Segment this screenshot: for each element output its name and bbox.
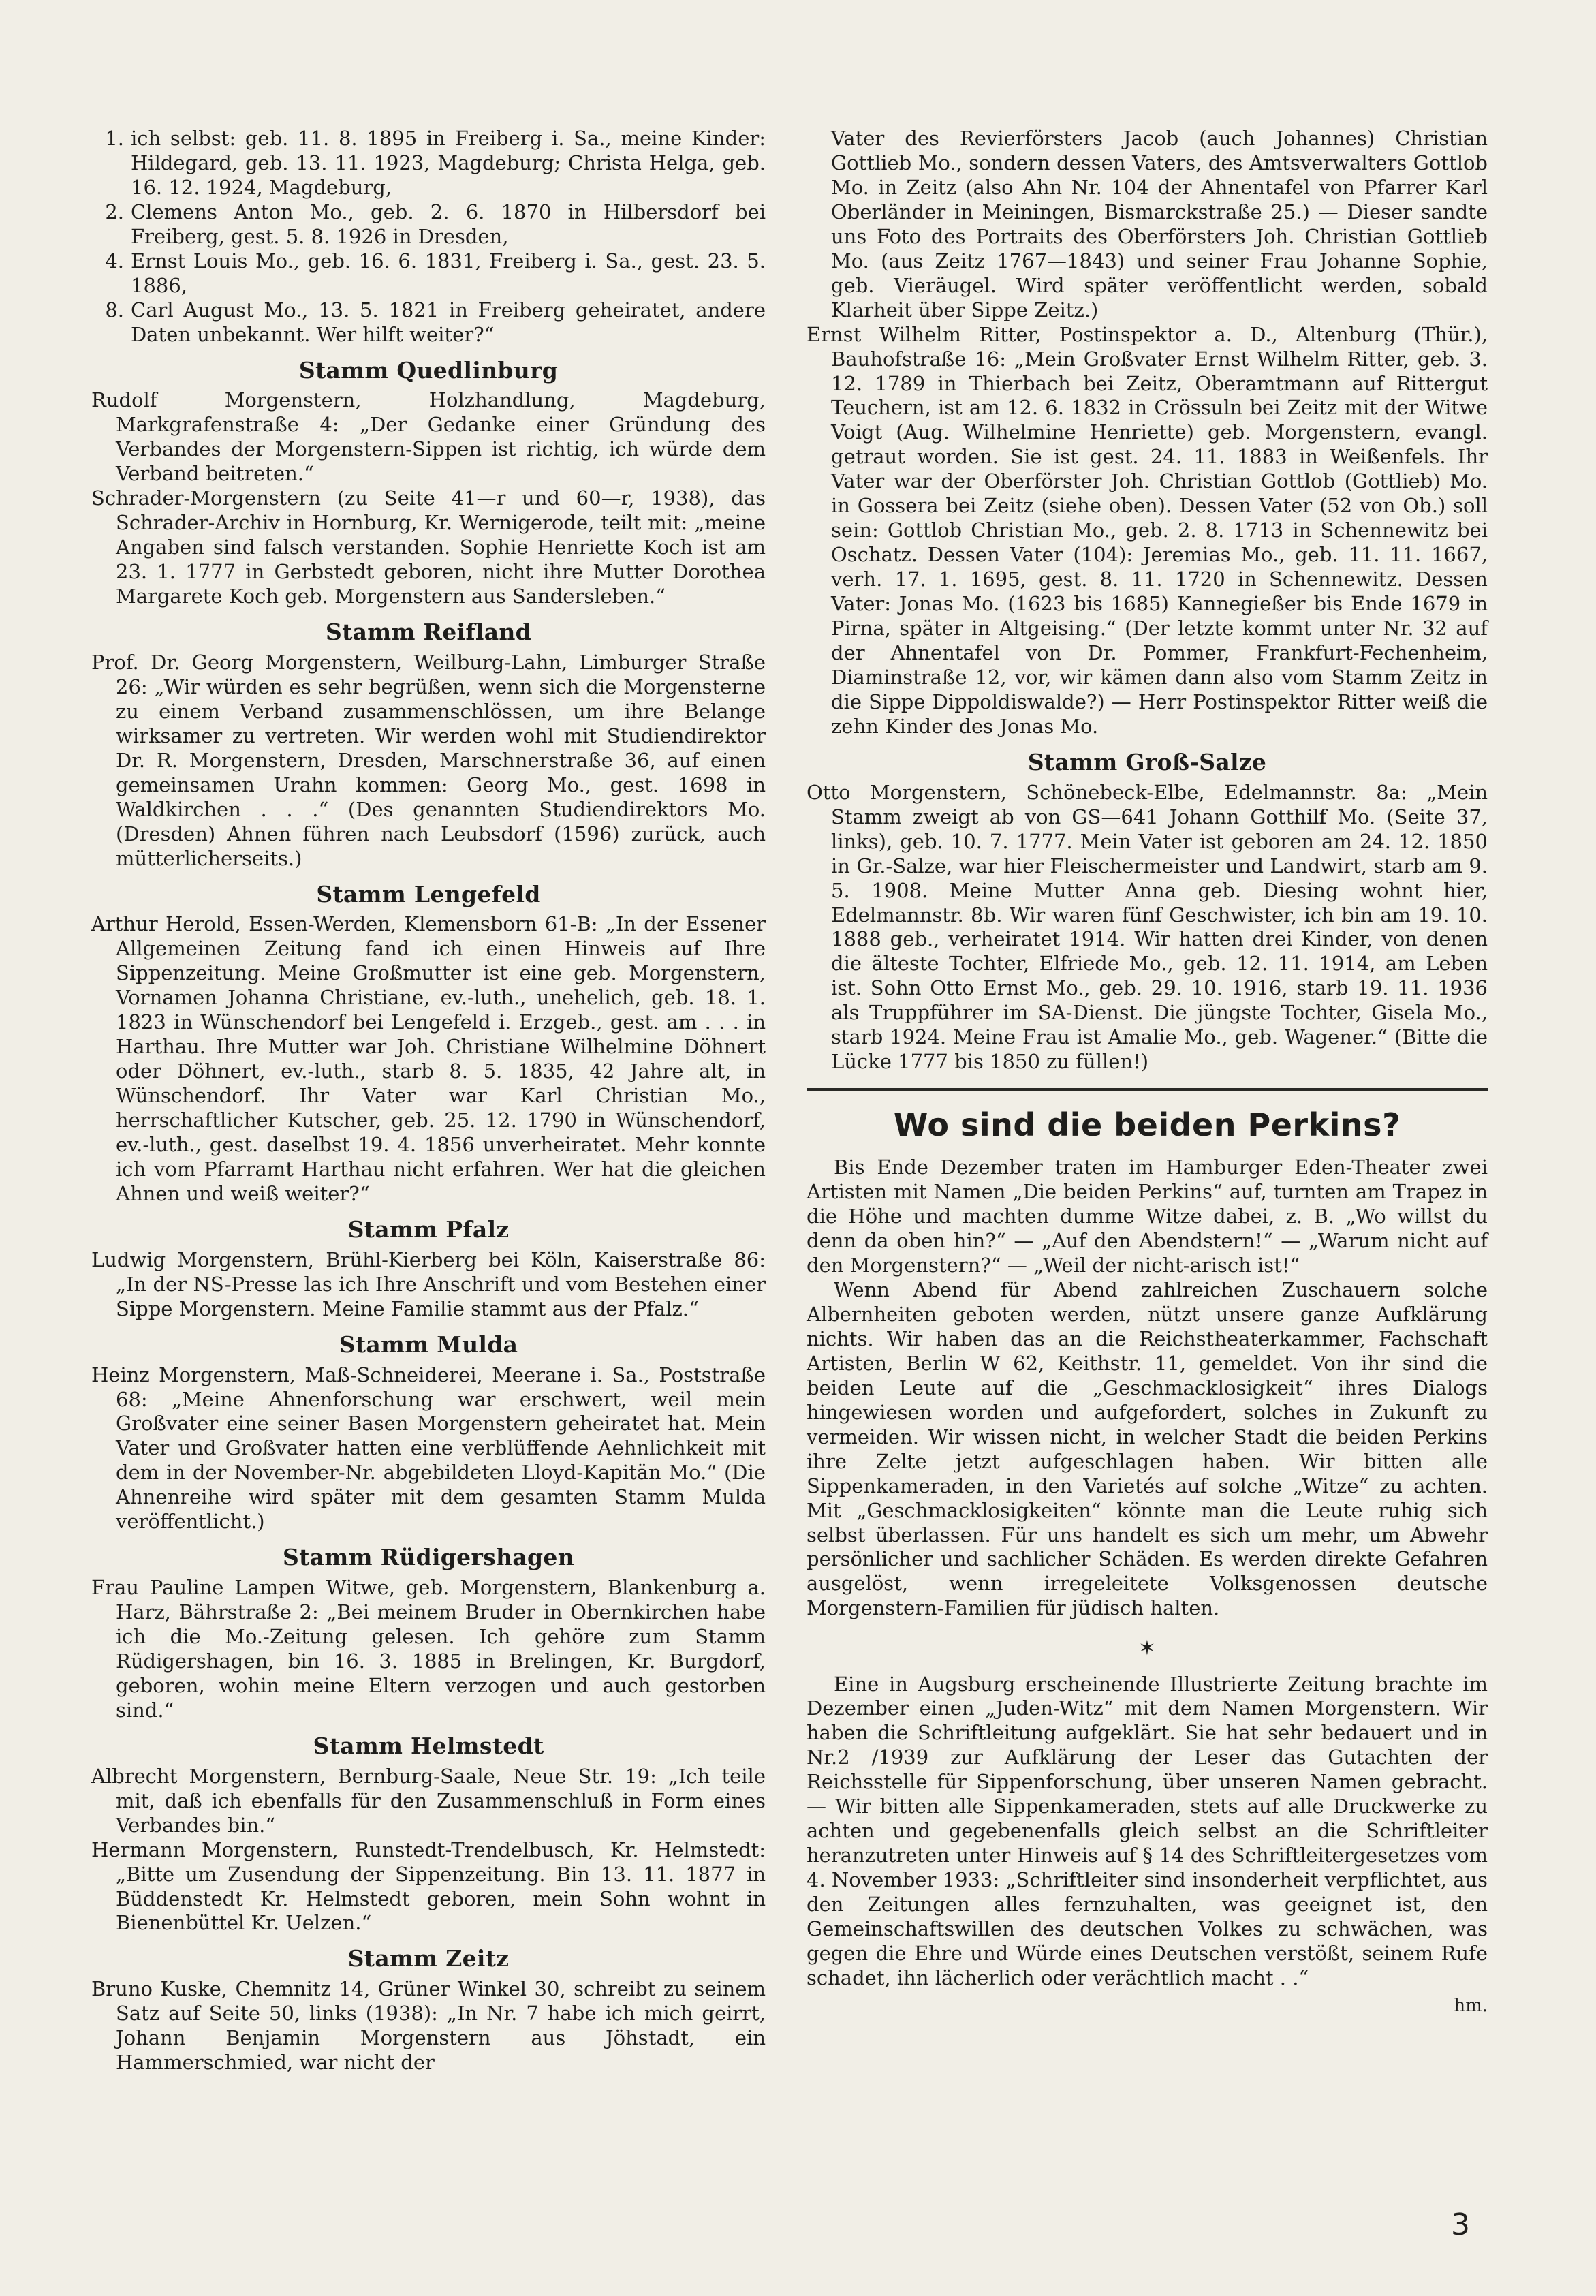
entry-text: Arthur Herold, Essen-Werden, Klemensborn 61-B: „In der Essener Allgemeinen Zeitung fand ich einen Hinweis auf Ihre Sippenzeitung. Meine Großmutter ist eine geb. Morgenstern, Vornamen Johanna Christiane, ev.-luth., unehelich, geb. 18. 1. 1823 in Wünschendorf bei Lengefeld i. Erzgeb., gest. am . . . in Harthau. Ihre Mutter war Joh. Christiane Wilhelmine Döhnert oder Döhnert, ev.-luth., starb 8. 5. 1835, 42 Jahre alt, in Wünschendorf. Ihr Vater war Karl Christian Mo., herrschaftlicher Kutscher, geb. 25. 12. 1790 in Wünschendorf, ev.-luth., gest. daselbst 19. 4. 1856 unverheiratet. Mehr konnte ich vom Pfarramt Harthau nicht erfahren. Wer hat die gleichen Ahnen und weiß weiter?“ xyxy=(91,912,766,1205)
section-title-mulda: Stamm Mulda xyxy=(339,1331,518,1358)
right-column xyxy=(807,127,1488,2017)
section-title-gross-salze: Stamm Groß-Salze xyxy=(1027,748,1267,775)
article-paragraph: Eine in Augsburg erscheinende Illustrierte Zeitung brachte im Dezember einen „Juden-Witz“ mit dem Namen Morgenstern. Wir haben die Schriftleitung aufgeklärt. Sie hat sehr bedauert und in Nr.2 /1939 zur Aufklärung der Leser das Gutachten der Reichsstelle für Sippenforschung, über unseren Namen gebracht. — Wir bitten alle Sippenkameraden, stets auf alle Druckwerke zu achten und gegebenenfalls gleich selbst an die Schriftleiter heranzutreten unter Hinweis auf § 14 des Schriftleitergesetzes vom 4. November 1933: „Schriftleiter sind insonderheit verpflichtet, aus den Zeitungen alles fernzuhalten, was geeignet ist, den Gemeinschaftswillen des deutschen Volkes zu schwächen, was gegen die Ehre und Würde eines Deutschen verstößt, seinem Rufe schadet, ihn lächerlich oder verächtlich macht . .“ xyxy=(807,1672,1488,1989)
list-item: 1. ich selbst: geb. 11. 8. 1895 in Freiberg i. Sa., meine Kinder: Hildegard, geb. 13. 11. 1923, Magdeburg; Christa Helga, geb. 16. 12. 1924, Magdeburg, xyxy=(105,127,766,199)
author-signature: hm. xyxy=(1454,1995,1488,2016)
entry-text: Otto Morgenstern, Schönebeck-Elbe, Edelmannstr. 8a: „Mein Stamm zweigt ab von GS—641 Johann Gotthilf Mo. (Seite 37, links), geb. 10. 7. 1777. Mein Vater ist geboren am 24. 12. 1850 in Gr.-Salze, war hier Fleischermeister und Landwirt, starb am 9. 5. 1908. Meine Mutter Anna geb. Diesing wohnt hier, Edelmannstr. 8b. Wir waren fünf Geschwister, ich bin am 19. 10. 1888 geb., verheiratet 1914. Wir hatten drei Kinder, von denen die älteste Tochter, Elfriede Mo., geb. 12. 11. 1914, am Leben ist. Sohn Otto Ernst Mo., geb. 29. 10. 1916, starb 19. 11. 1936 als Truppführer im SA-Dienst. Die jüngste Tochter, Gisela Mo., starb 1924. Meine Frau ist Amalie Mo., geb. Wagener.“ (Bitte die Lücke 1777 bis 1850 zu füllen!) xyxy=(807,780,1488,1074)
entry-text: Heinz Morgenstern, Maß-Schneiderei, Meerane i. Sa., Poststraße 68: „Meine Ahnenforschung war erschwert, weil mein Großvater eine seiner Basen Morgenstern geheiratet hat. Mein Vater und Großvater hatten eine verblüffende Aehnlichkeit mit dem in der November-Nr. abgebildeten Lloyd-Kapitän Mo.“ (Die Ahnenreihe wird später mit dem gesamten Stamm Mulda veröffentlicht.) xyxy=(91,1363,766,1534)
section-title-ruedigershagen: Stamm Rüdigershagen xyxy=(283,1544,574,1571)
list-item: 8. Carl August Mo., 13. 5. 1821 in Freiberg geheiratet, andere Daten unbekannt. Wer hilft weiter?“ xyxy=(105,298,766,346)
left-column xyxy=(91,127,766,2075)
list-item: 4. Ernst Louis Mo., geb. 16. 6. 1831, Freiberg i. Sa., gest. 23. 5. 1886, xyxy=(105,249,766,297)
section-title-helmstedt: Stamm Helmstedt xyxy=(313,1732,544,1759)
article-paragraph: Bis Ende Dezember traten im Hamburger Eden-Theater zwei Artisten mit Namen „Die beiden Perkins“ auf, turnten am Trapez in die Höhe und machten dumme Witze dabei, z. B. „Wo willst du denn da oben hin?“ — „Auf den Abendstern!“ — „Warum nicht auf den Morgenstern?“ — „Weil der nicht-arisch ist!“ xyxy=(807,1155,1488,1277)
section-title-lengefeld: Stamm Lengefeld xyxy=(316,880,541,907)
article-paragraph: Wenn Abend für Abend zahlreichen Zuschauern solche Albernheiten geboten werden, nützt unsere ganze Aufklärung nichts. Wir haben das an die Reichstheaterkammer, Fachschaft Artisten, Berlin W 62, Keithstr. 11, gemeldet. Von ihr sind die beiden Leute auf die „Geschmacklosigkeit“ ihres Dialogs hingewiesen worden und aufgefordert, solches in Zukunft zu vermeiden. Wir wissen nicht, in welcher Stadt die beiden Perkins ihre Zelte jetzt aufgeschlagen haben. Wir bitten alle Sippenkameraden, in den Varietés auf solche „Witze“ zu achten. Mit „Geschmacklosigkeiten“ könnte man die Leute ruhig sich selbst überlassen. Für uns handelt es sich um mehr, um Abwehr persönlicher und sachlicher Schäden. Es werden direkte Gefahren ausgelöst, wenn irregeleitete Volksgenossen deutsche Morgenstern-Familien für jüdisch halten. xyxy=(807,1277,1488,1620)
list-item: 2. Clemens Anton Mo., geb. 2. 6. 1870 in Hilbersdorf bei Freiberg, gest. 5. 8. 1926 in Dresden, xyxy=(105,200,766,248)
entry-text: Hermann Morgenstern, Runstedt-Trendelbusch, Kr. Helmstedt: „Bitte um Zusendung der Sippenzeitung. Bin 13. 11. 1877 in Büddenstedt Kr. Helmstedt geboren, mein Sohn wohnt in Bienenbüttel Kr. Uelzen.“ xyxy=(91,1837,766,1935)
continuation-text: Vater des Revierförsters Jacob (auch Johannes) Christian Gottlieb Mo., sondern dessen Vaters, des Amtsverwalters Gottlob Mo. in Zeitz (also Ahn Nr. 104 der Ahnentafel von Pfarrer Karl Oberländer in Meiningen, Bismarckstraße 25.) — Dieser sandte uns Foto des Portraits des Oberförsters Joh. Christian Gottlieb Mo. (aus Zeitz 1767—1843) und seiner Frau Johanne Sophie, geb. Vieräugel. Wird später veröffentlicht werden, sobald Klarheit über Sippe Zeitz.) xyxy=(831,127,1488,322)
entry-text: Albrecht Morgenstern, Bernburg-Saale, Neue Str. 19: „Ich teile mit, daß ich ebenfalls für den Zusammenschluß in Form eines Verbandes bin.“ xyxy=(91,1764,766,1837)
intro-numbered-list xyxy=(91,127,766,347)
entry-text: Ludwig Morgenstern, Brühl-Kierberg bei Köln, Kaiserstraße 86: „In der NS-Presse las ich Ihre Anschrift und vom Bestehen einer Sippe Morgenstern. Meine Familie stammt aus der Pfalz.“ xyxy=(91,1247,766,1320)
entry-text: Schrader-Morgenstern (zu Seite 41—r und 60—r, 1938), das Schrader-Archiv in Hornburg, Kr. Wernigerode, teilt mit: „meine Angaben sind falsch verstanden. Sophie Henriette Koch ist am 23. 1. 1777 in Gerbstedt geboren, nicht ihre Mutter Dorothea Margarete Koch geb. Morgenstern aus Sandersleben.“ xyxy=(91,486,766,608)
star-separator-icon: ✶ xyxy=(1138,1636,1156,1661)
section-title-zeitz: Stamm Zeitz xyxy=(347,1945,510,1972)
section-title-pfalz: Stamm Pfalz xyxy=(347,1215,510,1243)
article-headline: Wo sind die beiden Perkins? xyxy=(893,1106,1401,1144)
entry-text: Prof. Dr. Georg Morgenstern, Weilburg-Lahn, Limburger Straße 26: „Wir würden es sehr begrüßen, wenn sich die Morgensterne zu einem Verband zusammenschlössen, um ihre Belange wirksamer zu vertreten. Wir werden wohl mit Studiendirektor Dr. R. Morgenstern, Dresden, Marschnerstraße 36, auf einen gemeinsamen Urahn kommen: Georg Mo., gest. 1698 in Waldkirchen . . .“ (Des genannten Studiendirektors Mo. (Dresden) Ahnen führen nach Leubsdorf (1596) zurück, auch mütterlicherseits.) xyxy=(91,650,766,870)
section-title-quedlinburg: Stamm Quedlinburg xyxy=(298,356,559,384)
entry-text: Bruno Kuske, Chemnitz 14, Grüner Winkel 30, schreibt zu seinem Satz auf Seite 50, links (1938): „In Nr. 7 habe ich mich geirrt, Johann Benjamin Morgenstern aus Jöhstadt, ein Hammerschmied, war nicht der xyxy=(91,1977,766,2075)
horizontal-rule xyxy=(807,1088,1488,1091)
entry-text: Rudolf Morgenstern, Holzhandlung, Magdeburg, Markgrafenstraße 4: „Der Gedanke einer Gründung des Verbandes der Morgenstern-Sippen ist richtig, ich würde dem Verband beitreten.“ xyxy=(91,388,766,486)
entry-text: Frau Pauline Lampen Witwe, geb. Morgenstern, Blankenburg a. Harz, Bährstraße 2: „Bei meinem Bruder in Obernkirchen habe ich die Mo.-Zeitung gelesen. Ich gehöre zum Stamm Rüdigershagen, bin 16. 3. 1885 in Brelingen, Kr. Burgdorf, geboren, wohin meine Eltern verzogen und auch gestorben sind.“ xyxy=(91,1576,766,1722)
entry-text: Ernst Wilhelm Ritter, Postinspektor a. D., Altenburg (Thür.), Bauhofstraße 16: „Mein Großvater Ernst Wilhelm Ritter, geb. 3. 12. 1789 in Thierbach bei Zeitz, Oberamtmann auf Rittergut Teuchern, ist am 12. 6. 1832 in Crössuln bei Zeitz mit der Witwe Voigt (Aug. Wilhelmine Henriette) geb. Morgenstern, evangl. getraut worden. Sie ist gest. 24. 11. 1883 in Weißenfels. Ihr Vater war der Oberförster Joh. Christian Gottlob (Gottlieb) Mo. in Gossera bei Zeitz (siehe oben). Dessen Vater (52 von Ob.) soll sein: Gottlob Christian Mo., geb. 2. 8. 1713 in Schennewitz bei Oschatz. Dessen Vater (104): Jeremias Mo., geb. 11. 11. 1667, verh. 17. 1. 1695, gest. 8. 11. 1720 in Schennewitz. Dessen Vater: Jonas Mo. (1623 bis 1685) Kannegießer bis Ende 1679 in Pirna, später in Altgeising.“ (Der letzte kommt unter Nr. 32 auf der Ahnentafel von Dr. Pommer, Frankfurt-Fechenheim, Diaminstraße 12, vor, wir kämen dann also vom Stamm Zeitz in die Sippe Dippoldiswalde?) — Herr Postinspektor Ritter weiß die zehn Kinder des Jonas Mo. xyxy=(807,322,1488,738)
section-title-reifland: Stamm Reifland xyxy=(325,619,532,646)
page-number: 3 xyxy=(1451,2207,1470,2242)
